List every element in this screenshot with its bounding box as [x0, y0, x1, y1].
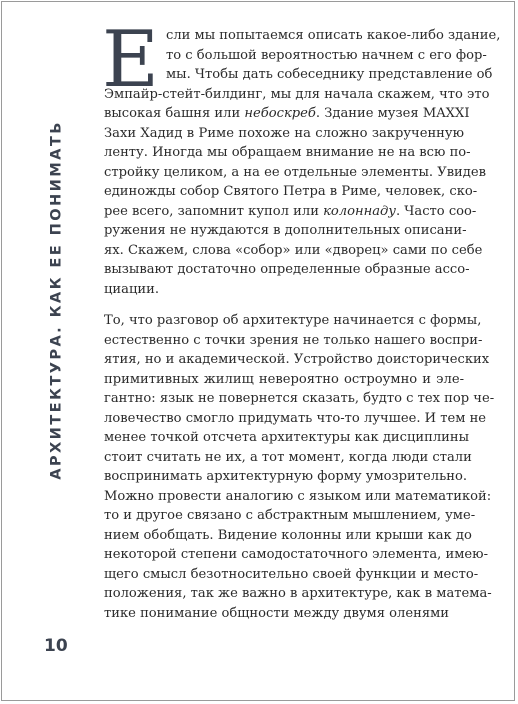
text-line [104, 182, 478, 202]
text-line [104, 280, 464, 300]
text-run: естественно с точки зрения не только нашего воспри- [104, 332, 483, 348]
text-line [104, 221, 467, 241]
text-line [104, 260, 470, 280]
text-run: тике понимание общности между двумя оленями [104, 605, 450, 621]
text-run: стройку целиком, а на ее отдельные элементы. Увидев [104, 164, 486, 180]
text-line [104, 202, 477, 222]
text-run: воспринимать архитектурную форму умозрительно. [104, 469, 467, 484]
text-line [104, 409, 487, 429]
text-line [104, 487, 492, 507]
text-run: . Часто соо- [395, 203, 477, 219]
paragraph-gap [104, 299, 464, 311]
text-run: нием обобщать. Видение колонны или крыши как до [104, 527, 472, 543]
text-run: . Здание музея MAXXI [315, 106, 470, 121]
text-line [104, 104, 470, 124]
text-run: ятия, но и академической. Устройство доисторических [104, 352, 490, 367]
paragraph-2 [104, 311, 495, 623]
text-run: сли мы попытаемся описать какое-либо здание, [166, 28, 501, 43]
text-line [104, 467, 467, 487]
text-line [104, 428, 470, 448]
text-line [104, 331, 483, 351]
text-line [104, 370, 464, 390]
text-run: Можно провести аналогию с языком или математикой: [104, 488, 492, 504]
text-run: высокая башня или [104, 106, 245, 121]
text-run: гантно: язык не повернется сказать, будто с тех пор че- [104, 391, 495, 406]
italic-term: небоскреб [244, 106, 316, 121]
text-run: Захи Хадид в Риме похоже на сложно закрученную [104, 125, 464, 141]
text-run: вызывают достаточно определенные образные ассо- [104, 262, 470, 277]
text-run: то и другое связано с абстрактным мышлением, уме- [104, 508, 476, 523]
text-run: ружения не нуждаются в дополнительных описани- [104, 223, 467, 238]
text-run: циации. [104, 281, 159, 297]
text-run: мы. Чтобы дать собеседнику представление об [166, 67, 493, 82]
running-head-text: АРХИТЕКТУРА. КАК ЕЕ ПОНИМАТЬ [47, 120, 65, 480]
text-line [104, 143, 471, 163]
text-line [104, 448, 472, 468]
text-run: примитивных жилищ невероятно остроумно и эле- [104, 371, 464, 387]
text-line [104, 350, 490, 370]
text-run: некоторой степени самодостаточного элемента, имею- [104, 547, 488, 562]
text-run: ях. Скажем, слова «собор» или «дворец» сами по себе [104, 242, 483, 258]
text-run: ленту. Иногда мы обращаем внимание не на всю по- [104, 145, 471, 160]
text-line [104, 604, 464, 624]
text-run: То, что разговор об архитектуре начинается с формы, [104, 313, 482, 328]
text-line [104, 241, 483, 261]
text-line [104, 545, 488, 565]
text-line [104, 584, 492, 604]
drop-cap: Е [102, 15, 159, 105]
text-line [104, 124, 464, 144]
italic-term: колоннаду [323, 203, 396, 219]
text-run: единожды собор Святого Петра в Риме, человек, ско- [104, 184, 478, 199]
text-run: щего смысл безотносительно своей функции и место- [104, 566, 479, 582]
text-run: положения, так же важно в архитектуре, как в матема- [104, 586, 492, 601]
text-run: то с большой вероятностью начнем с его фор- [166, 47, 487, 63]
body-text [102, 15, 501, 623]
text-line [104, 163, 486, 183]
text-run: ловечество смогло придумать что-то лучшее. И тем не [104, 410, 487, 426]
text-run: менее точкой отсчета архитектуры как дисциплины [104, 430, 470, 445]
text-line [104, 506, 476, 526]
text-line [104, 526, 472, 546]
text-line [104, 565, 479, 585]
text-line [104, 389, 495, 409]
text-run: рее всего, запомнит купол или [104, 203, 324, 219]
text-run: Эмпайр-стейт-билдинг, мы для начала скажем, что это [104, 86, 490, 102]
text-run: стоит считать не их, а тот момент, когда люди стали [104, 449, 472, 465]
text-line [104, 311, 482, 331]
page-number: 10 [44, 636, 68, 656]
